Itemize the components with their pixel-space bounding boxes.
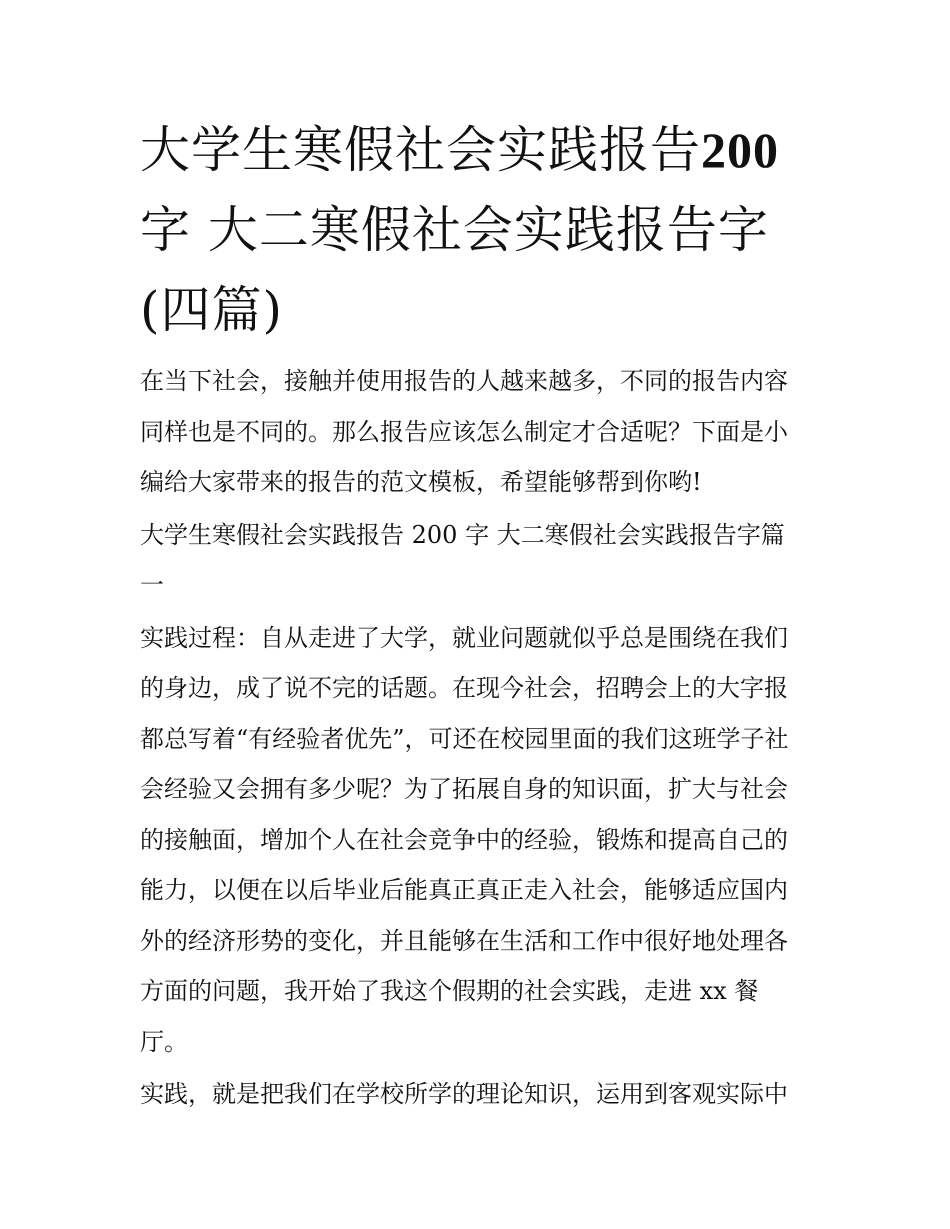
section-heading — [140, 510, 820, 611]
title-text: 大学生寒假社会实践报告 — [140, 121, 701, 179]
document-title — [140, 110, 820, 350]
text-line: 一 — [140, 571, 164, 599]
text-line: 方面的问题，我开始了我这个假期的社会实践，走进 xx 餐 — [140, 977, 759, 1005]
title-line — [140, 110, 820, 190]
text-line: 能力，以便在以后毕业后能真正真正走入社会，能够适应国内 — [140, 876, 788, 904]
title-number: 200 — [701, 122, 779, 178]
text-line: 都总写着“有经验者优先”，可还在校园里面的我们这班学子社 — [140, 724, 789, 753]
text-line: 的身边，成了说不完的话题。在现今社会，招聘会上的大字报 — [140, 674, 788, 702]
text-line: 的接触面，增加个人在社会竞争中的经验，锻炼和提高自己的 — [140, 825, 788, 854]
text-line: 实践，就是把我们在学校所学的理论知识，运用到客观实际中 — [140, 1080, 788, 1108]
title-text: 字 大二寒假社会实践报告字 — [140, 201, 769, 259]
body-paragraph — [140, 1069, 820, 1120]
title-text: (四篇) — [140, 281, 284, 339]
title-line — [140, 270, 820, 350]
intro-paragraph — [140, 356, 820, 508]
text-line: 外的经济形势的变化，并且能够在生活和工作中很好地处理各 — [140, 926, 788, 955]
title-line — [140, 190, 820, 270]
text-line: 大学生寒假社会实践报告 200 字 大二寒假社会实践报告字篇 — [140, 520, 785, 549]
text-line: 厅。 — [140, 1027, 188, 1056]
text-line: 实践过程：自从走进了大学，就业问题就似乎总是围绕在我们 — [140, 623, 788, 652]
text-line: 在当下社会，接触并使用报告的人越来越多，不同的报告内容 — [140, 367, 788, 395]
document-content — [140, 110, 820, 1120]
text-line: 会经验又会拥有多少呢？为了拓展自身的知识面，扩大与社会 — [140, 775, 788, 803]
body-paragraph — [140, 613, 820, 1068]
text-line: 编给大家带来的报告的范文模板，希望能够帮到你哟! — [140, 468, 702, 496]
text-line: 同样也是不同的。那么报告应该怎么制定才合适呢？下面是小 — [140, 417, 788, 446]
